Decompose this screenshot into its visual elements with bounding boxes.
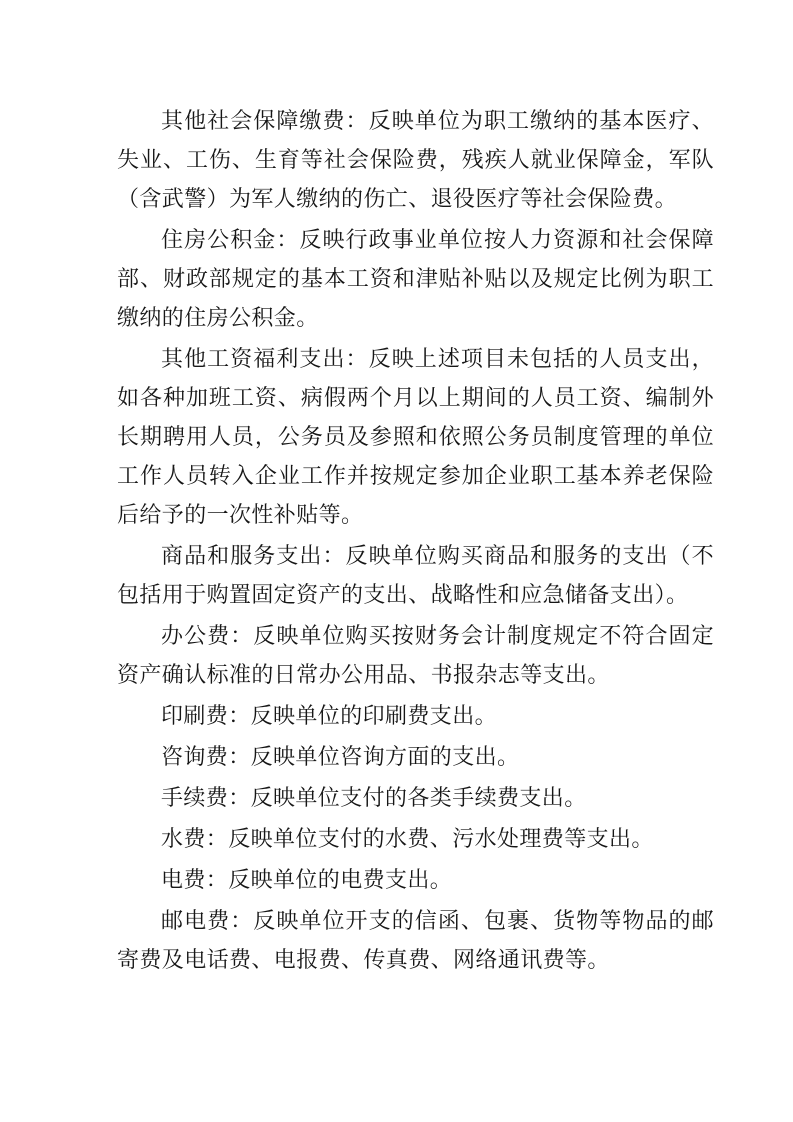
paragraph-housing-fund: 住房公积金：反映行政事业单位按人力资源和社会保障部、财政部规定的基本工资和津贴补贴以及规定比例为职工缴纳的住房公积金。	[117, 227, 714, 330]
paragraph-other-social-security-fees: 其他社会保障缴费：反映单位为职工缴纳的基本医疗、失业、工伤、生育等社会保险费，残疾人就业保障金，军队（含武警）为军人缴纳的伤亡、退役医疗等社会保险费。	[117, 108, 714, 211]
paragraph-office-expenses: 办公费：反映单位购买按财务会计制度规定不符合固定资产确认标准的日常办公用品、书报杂志等支出。	[117, 623, 714, 687]
paragraph-printing-fees: 印刷费：反映单位的印刷费支出。	[161, 703, 498, 728]
paragraph-postal-telecom-fees: 邮电费：反映单位开支的信函、包裹、货物等物品的邮寄费及电话费、电报费、传真费、网络通讯费等。	[117, 908, 714, 972]
paragraph-electricity-fees: 电费：反映单位的电费支出。	[161, 867, 453, 892]
paragraph-other-wage-welfare-expenses: 其他工资福利支出：反映上述项目未包括的人员支出，如各种加班工资、病假两个月以上期间的人员工资、编制外长期聘用人员，公务员及参照和依照公务员制度管理的单位工作人员转入企业工作并按规定参加企业职工基本养老保险后给予的一次性补贴等。	[117, 346, 714, 527]
paragraph-goods-and-services-expenses: 商品和服务支出：反映单位购买商品和服务的支出（不包括用于购置固定资产的支出、战略性和应急储备支出）。	[117, 543, 714, 607]
paragraph-handling-fees: 手续费：反映单位支付的各类手续费支出。	[161, 785, 587, 810]
paragraph-consulting-fees: 咨询费：反映单位咨询方面的支出。	[161, 744, 520, 769]
paragraph-water-fees: 水费：反映单位支付的水费、污水处理费等支出。	[161, 826, 654, 851]
